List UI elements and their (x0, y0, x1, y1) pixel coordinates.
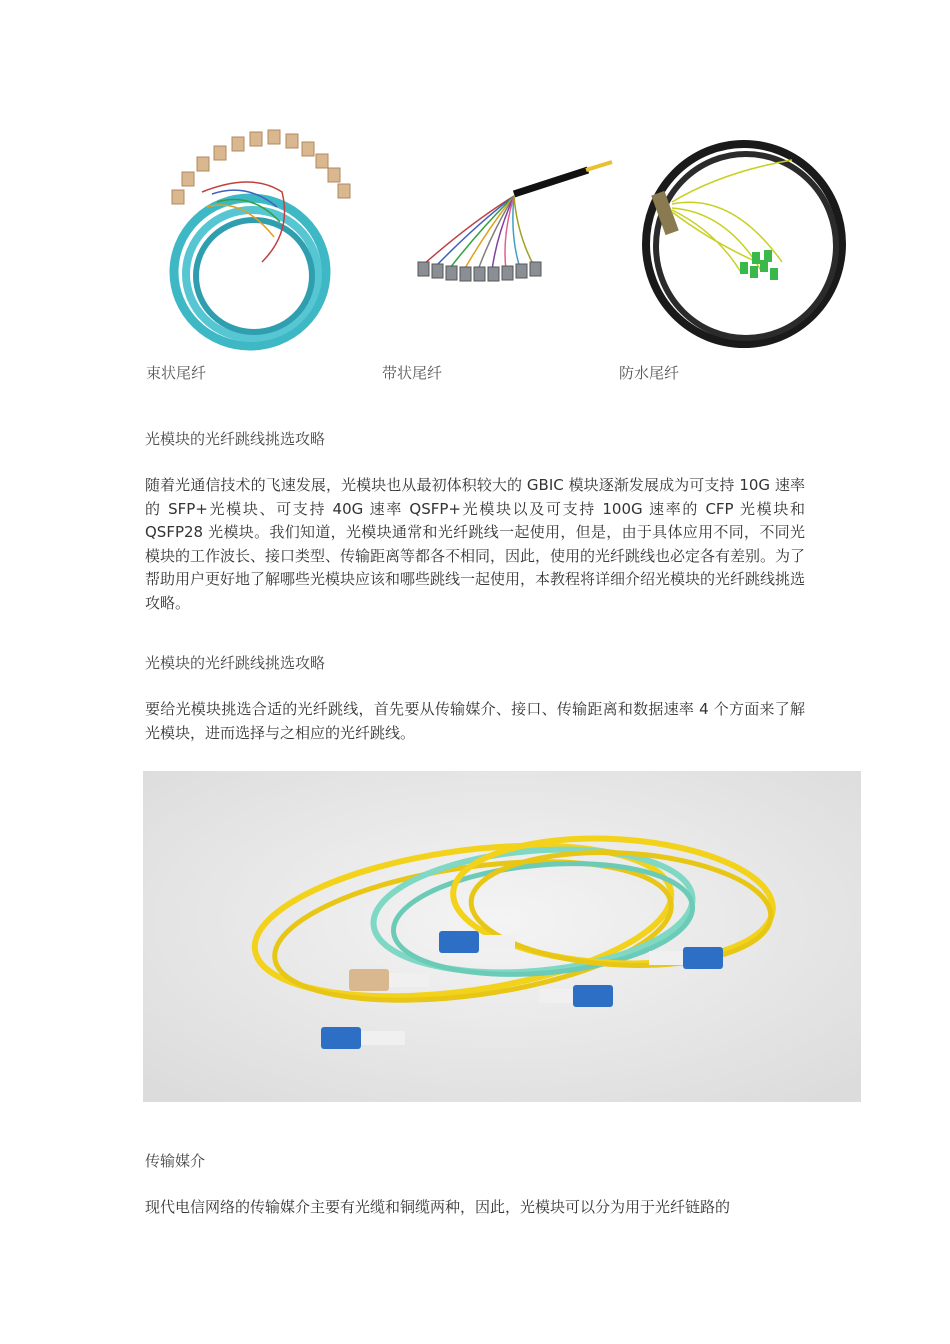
caption-ribbon-pigtail: 带状尾纤 (382, 364, 443, 382)
caption-bundled-pigtail: 束状尾纤 (146, 364, 207, 382)
section-heading-2: 光模块的光纤跳线挑选攻略 (145, 654, 326, 672)
section-heading-1: 光模块的光纤跳线挑选攻略 (145, 430, 326, 448)
section-heading-3: 传输媒介 (145, 1152, 206, 1170)
pigtail-types-figure (142, 112, 858, 392)
section-paragraph-1: 随着光通信技术的飞速发展，光模块也从最初体积较大的 GBIC 模块逐渐发展成为可支持 10G 速率的 SFP+光模块、可支持 40G 速率 QSFP+光模块以及可支持 100G 速率的 CFP 光模块和 QSFP28 光模块。我们知道，光模块通常和光纤跳线一起使用，但是，由于具体应用不同，不同光模块的工作波长、接口类型、传输距离等都各不相同，因此，使用的光纤跳线也必定各有差别。为了帮助用户更好地了解哪些光模块应该和哪些跳线一起使用，本教程将详细介绍光模块的光纤跳线挑选攻略。 (145, 476, 806, 612)
waterproof-pigtail-image (646, 144, 842, 344)
patch-cord-photo (143, 771, 861, 1102)
section-paragraph-3: 现代电信网络的传输媒介主要有光缆和铜缆两种，因此，光模块可以分为用于光纤链路的 (145, 1198, 731, 1216)
section-paragraph-2: 要给光模块挑选合适的光纤跳线，首先要从传输媒介、接口、传输距离和数据速率 4 个方面来了解光模块，进而选择与之相应的光纤跳线。 (145, 700, 805, 742)
caption-waterproof-pigtail: 防水尾纤 (619, 364, 680, 382)
bundled-pigtail-image (172, 130, 350, 346)
ribbon-pigtail-image (418, 162, 612, 281)
